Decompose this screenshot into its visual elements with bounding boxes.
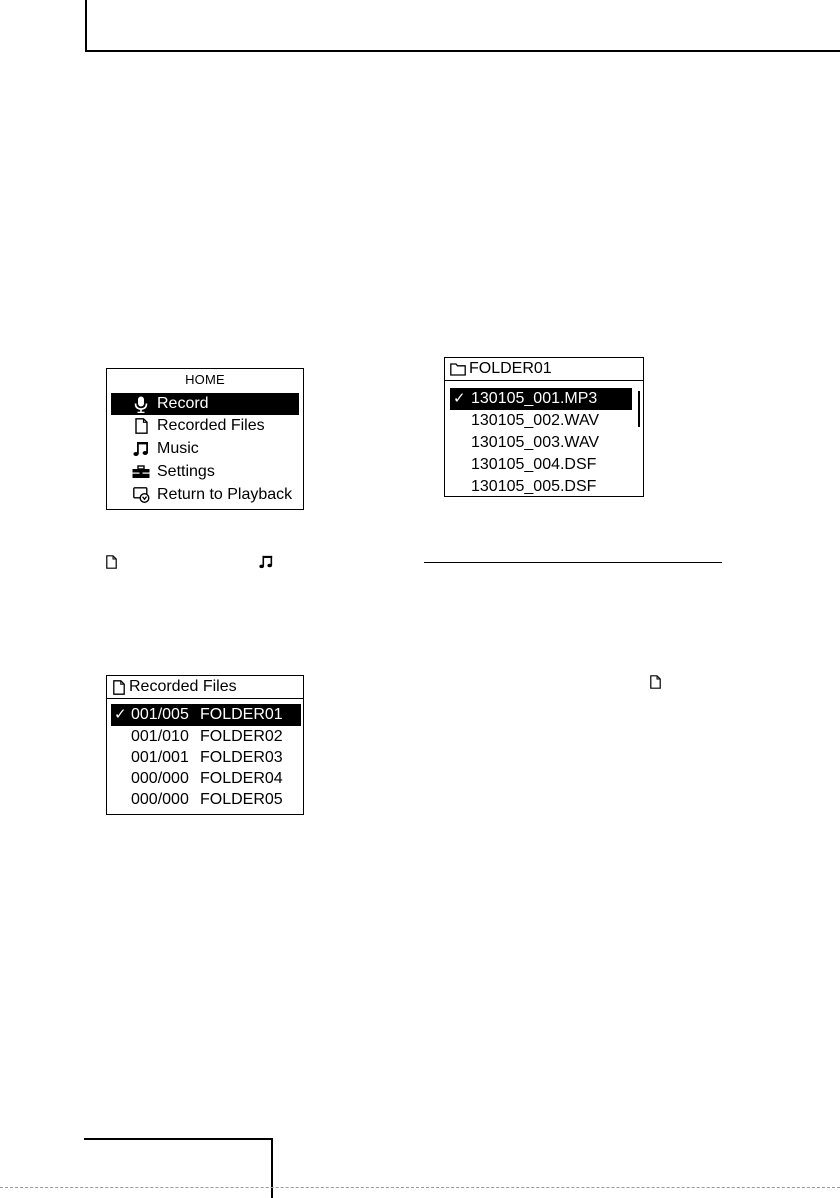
folder-row[interactable] bbox=[111, 747, 301, 769]
music-note-icon bbox=[131, 438, 151, 460]
home-menu-item-label: Music bbox=[157, 440, 199, 457]
folder-file-count: 000/000 bbox=[131, 770, 189, 787]
file-row[interactable] bbox=[450, 454, 632, 476]
file-icon bbox=[131, 415, 151, 437]
check-mark-icon: ✓ bbox=[114, 706, 127, 723]
home-menu-item-recorded-files[interactable] bbox=[111, 415, 299, 437]
recorded-files-header bbox=[107, 676, 303, 699]
home-menu-item-settings[interactable] bbox=[111, 461, 299, 483]
recorded-files-title: Recorded Files bbox=[129, 678, 237, 695]
folder-name: FOLDER05 bbox=[200, 791, 283, 808]
file-name: 130105_003.WAV bbox=[471, 434, 600, 451]
folder-row[interactable] bbox=[111, 704, 301, 726]
folder-icon bbox=[448, 358, 468, 380]
folder-name: FOLDER04 bbox=[200, 770, 283, 787]
folder-file-list-screen bbox=[444, 357, 644, 497]
folder-name: FOLDER02 bbox=[200, 728, 283, 745]
folder-file-count: 001/001 bbox=[131, 749, 189, 766]
file-row[interactable] bbox=[450, 432, 632, 454]
folder-file-count: 001/010 bbox=[131, 728, 189, 745]
folder-file-count: 001/005 bbox=[131, 706, 189, 723]
folder-name: FOLDER03 bbox=[200, 749, 283, 766]
home-menu-item-label: Recorded Files bbox=[157, 417, 265, 434]
home-menu-title: HOME bbox=[185, 372, 225, 387]
music-note-icon bbox=[259, 555, 273, 574]
file-icon bbox=[109, 676, 129, 698]
file-name: 130105_005.DSF bbox=[471, 478, 597, 495]
microphone-icon bbox=[131, 393, 151, 415]
horizontal-rule bbox=[424, 562, 722, 563]
folder-row[interactable] bbox=[111, 726, 301, 748]
home-menu-item-record[interactable] bbox=[111, 393, 299, 415]
folder-screen-header bbox=[445, 358, 643, 381]
folder-screen-title: FOLDER01 bbox=[469, 360, 552, 377]
home-menu-item-label: Settings bbox=[157, 463, 215, 480]
return-playback-icon bbox=[131, 484, 151, 506]
folder-name: FOLDER01 bbox=[200, 706, 283, 723]
file-icon bbox=[106, 555, 117, 574]
file-name: 130105_001.MP3 bbox=[471, 390, 598, 407]
home-menu-screen bbox=[106, 368, 304, 510]
folder-row[interactable] bbox=[111, 768, 301, 790]
home-menu-item-music[interactable] bbox=[111, 438, 299, 460]
file-row[interactable] bbox=[450, 410, 632, 432]
page-bottom-dashed-line bbox=[0, 1187, 840, 1188]
toolbox-icon bbox=[131, 461, 151, 483]
home-menu-item-label: Record bbox=[157, 395, 209, 412]
file-row[interactable] bbox=[450, 476, 632, 498]
home-menu-item-label: Return to Playback bbox=[157, 486, 293, 503]
file-name: 130105_004.DSF bbox=[471, 456, 597, 473]
page-footer-frame bbox=[84, 1138, 273, 1198]
file-icon bbox=[650, 675, 661, 694]
file-row[interactable] bbox=[450, 388, 632, 410]
recorded-files-screen bbox=[106, 675, 304, 815]
folder-file-count: 000/000 bbox=[131, 791, 189, 808]
check-mark-icon: ✓ bbox=[453, 390, 466, 407]
scrollbar[interactable] bbox=[638, 391, 640, 427]
home-menu-item-return-to-playback[interactable] bbox=[111, 484, 299, 506]
folder-row[interactable] bbox=[111, 789, 301, 811]
page-header-frame bbox=[85, 0, 840, 52]
file-name: 130105_002.WAV bbox=[471, 412, 600, 429]
